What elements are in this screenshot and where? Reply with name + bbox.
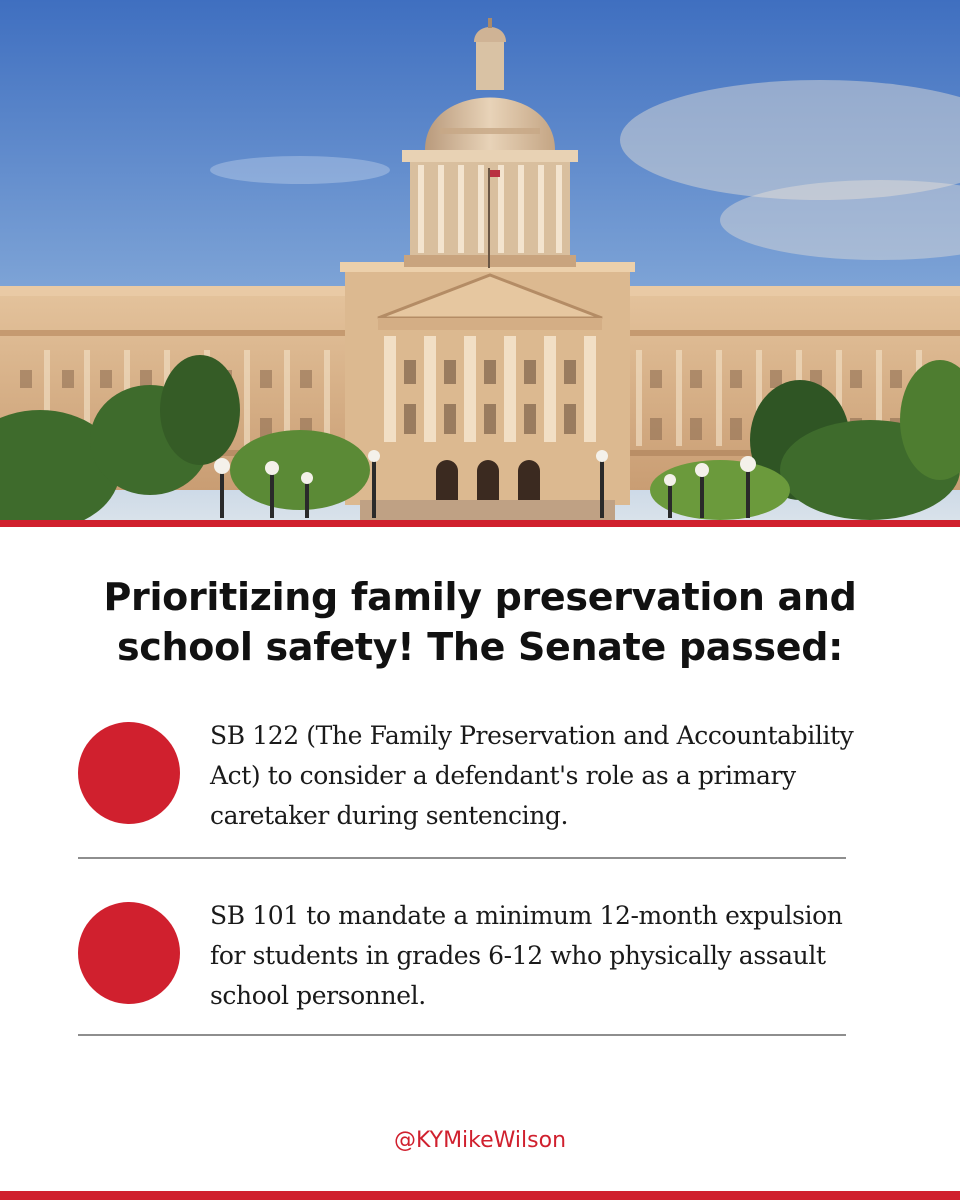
capitol-photo	[0, 0, 960, 520]
capitol-building-illustration	[0, 0, 960, 520]
bullet-dot-icon	[78, 722, 180, 824]
accent-bar-top	[0, 520, 960, 527]
bullet-dot-icon	[78, 902, 180, 1004]
headline: Prioritizing family preservation and school safety! The Senate passed:	[103, 575, 857, 669]
bill-text: SB 101 to mandate a minimum 12-month expulsion for students in grades 6-12 who physically assault school personnel.	[210, 901, 843, 1010]
divider	[78, 857, 846, 859]
divider	[78, 1034, 846, 1036]
social-handle: @KYMikeWilson	[393, 1128, 567, 1153]
bill-text: SB 122 (The Family Preservation and Accountability Act) to consider a defendant's role as a primary caretaker during sentencing.	[210, 721, 854, 830]
accent-bar-bottom	[0, 1191, 960, 1200]
